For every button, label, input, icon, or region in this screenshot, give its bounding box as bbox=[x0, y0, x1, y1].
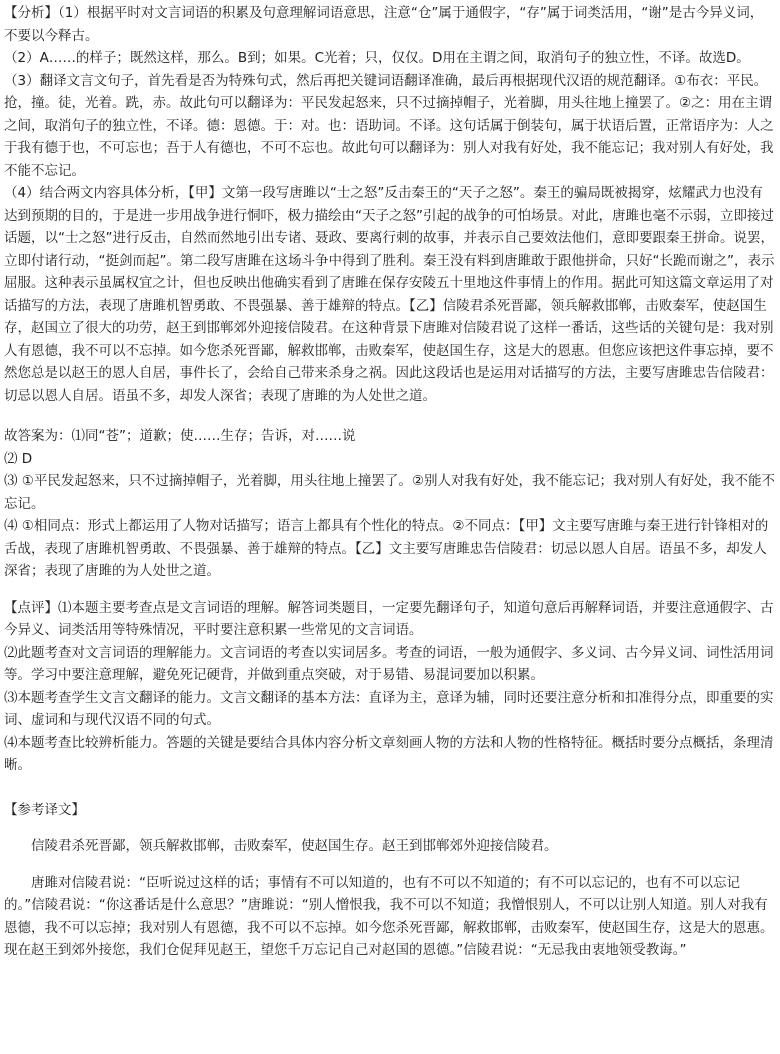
analysis-section bbox=[4, 2, 776, 407]
comment-2: ⑵此题考查对文言词语的理解能力。文言词语的考查以实词居多。考查的词语，一般为通假字、多义词、古今异义词、词性活用词等。学习中要注意理解，避免死记硬背，并做到重点突破，对于易错、易混词要加以积累。 bbox=[4, 644, 774, 683]
answer-2: ⑵ D bbox=[4, 450, 33, 467]
comment-1: 【点评】⑴本题主要考查点是文言词语的理解。解答词类题目，一定要先翻译句子，知道句意后再解释词语，并要注意通假字、古今异义、词类活用等特殊情况，平时要注意积累一些常见的文言词语。 bbox=[4, 599, 774, 638]
answer-1: 故答案为：⑴同“苍”；道歉；使……生存；告诉，对……说 bbox=[4, 428, 356, 444]
analysis-paragraph-3: （3）翻译文言文句子，首先看是否为特殊句式，然后再把关键词语翻译准确，最后再根据现代汉语的规范翻译。①布衣：平民。抢，撞。徒，光着。跣，赤。故此句可以翻译为：平民发起怒来，只不过摘掉帽子，光着脚，用头往地上撞罢了。②之：用在主谓之间，取消句子的独立性，不译。德：恩德。于：对。也：语助词。不译。这句话属于倒装句，属于状语后置，正常语序为：人之于我有德于也，不可忘也；吾于人有德也，不可不忘也。故此句可以翻译为：别人对我有好处，我不能忘记；我对别人有好处，我不能不忘记。 bbox=[4, 72, 774, 179]
comment-4: ⑷本题考查比较辨析能力。答题的关键是要结合具体内容分析文章刻画人物的方法和人物的性格特征。概括时要分点概括，条理清晰。 bbox=[4, 734, 774, 773]
analysis-paragraph-1: 【分析】（1）根据平时对文言词语的积累及句意理解词语意思，注意“仓”属于通假字，“存”属于词类活用，“谢”是古今异义词，不要以今释古。 bbox=[4, 5, 764, 44]
translation-section bbox=[4, 799, 776, 962]
answers-section bbox=[4, 425, 776, 583]
translation-paragraph-1: 信陵君杀死晋鄙，领兵解救邯郸，击败秦军，使赵国生存。赵王到邯郸郊外迎接信陵君。 bbox=[31, 838, 558, 854]
answer-3: ⑶ ①平民发起怒来，只不过摘掉帽子，光着脚，用头往地上撞罢了。②别人对我有好处，我不能忘记；我对别人有好处，我不能不忘记。 bbox=[4, 473, 775, 512]
translation-paragraph-2: 唐雎对信陵君说：“臣听说过这样的话；事情有不可以知道的，也有不可以不知道的；有不可以忘记的，也有不可以忘记的。”信陵君说：“你这番话是什么意思？”唐雎说：“别人憎恨我，我不可以不知道；我憎恨别人，不可以让别人知道。别人对我有恩德，我不可以忘掉；我对别人有恩德，我不可以不忘掉。如今您杀死晋鄙，解救邯郸，击败秦军，使赵国生存，这是大的恩惠。现在赵王到郊外接您，我们仓促拜见赵王，望您千万忘记自己对赵国的恩德。”信陵君说：“无忌我由衷地领受教诲。” bbox=[4, 874, 774, 958]
comment-3: ⑶本题考查学生文言文翻译的能力。文言文翻译的基本方法：直译为主，意译为辅，同时还要注意分析和扣准得分点，即重要的实词、虚词和与现代汉语不同的句式。 bbox=[4, 689, 774, 728]
analysis-paragraph-2: （2）A……的样子；既然这样，那么。B到；如果。C光着；只，仅仅。D用在主谓之间，取消句子的独立性，不译。故选D。 bbox=[4, 50, 750, 66]
translation-heading: 【参考译文】 bbox=[4, 801, 85, 818]
answer-4: ⑷ ①相同点：形式上都运用了人物对话描写；语言上都具有个性化的特点。②不同点：【甲】文主要写唐雎与秦王进行针锋相对的舌战，表现了唐雎机智勇敢、不畏强暴、善于雄辩的特点。【乙】文主要写唐雎忠告信陵君：切忌以恩人自居。语虽不多，却发人深省；表现了唐雎的为人处世之道。 bbox=[4, 518, 769, 579]
analysis-paragraph-4: （4）结合两文内容具体分析，【甲】文第一段写唐雎以“士之怒”反击秦王的“天子之怒”。秦王的骗局既被揭穿，炫耀武力也没有达到预期的目的，于是进一步用战争进行恫吓，极力描绘由“天子之怒”引起的战争的可怕场景。对此，唐雎也毫不示弱，立即接过话题，以“士之怒”进行反击，自然而然地引出专诸、聂政、要离行刺的故事，并表示自己要效法他们，意即要跟秦王拼命。说罢，立即付诸行动，“挺剑而起”。第二段写唐雎在这场斗争中得到了胜利。秦王没有料到唐雎敢于跟他拼命，只好“长跪而谢之”，表示屈服。这种表示虽属权宜之计，但也反映出他确实看到了唐雎在保存安陵五十里地这件事情上的作用。据此可知这篇文章运用了对话描写的方法，表现了唐雎机智勇敢、不畏强暴、善于雄辩的特点。【乙】信陵君杀死晋鄙，领兵解救邯郸，击败秦军，使赵国生存，赵国立了很大的功劳，赵王到邯郸郊外迎接信陵君。在这种背景下唐雎对信陵君说了这样一番话，这些话的关键句是：我对别人有恩德，我不可以不忘掉。如今您杀死晋鄙，解救邯郸，击败秦军，使赵国生存，这是大的恩惠。但您应该把这件事忘掉，要不然您总是以赵王的恩人自居，事件长了，会给自己带来杀身之祸。因此这段话也是运用对话描写的方法，主要写唐雎忠告信陵君：切忌以恩人自居。语虽不多，却发人深省；表现了唐雎的为人处世之道。 bbox=[4, 185, 775, 404]
comments-section bbox=[4, 597, 776, 777]
